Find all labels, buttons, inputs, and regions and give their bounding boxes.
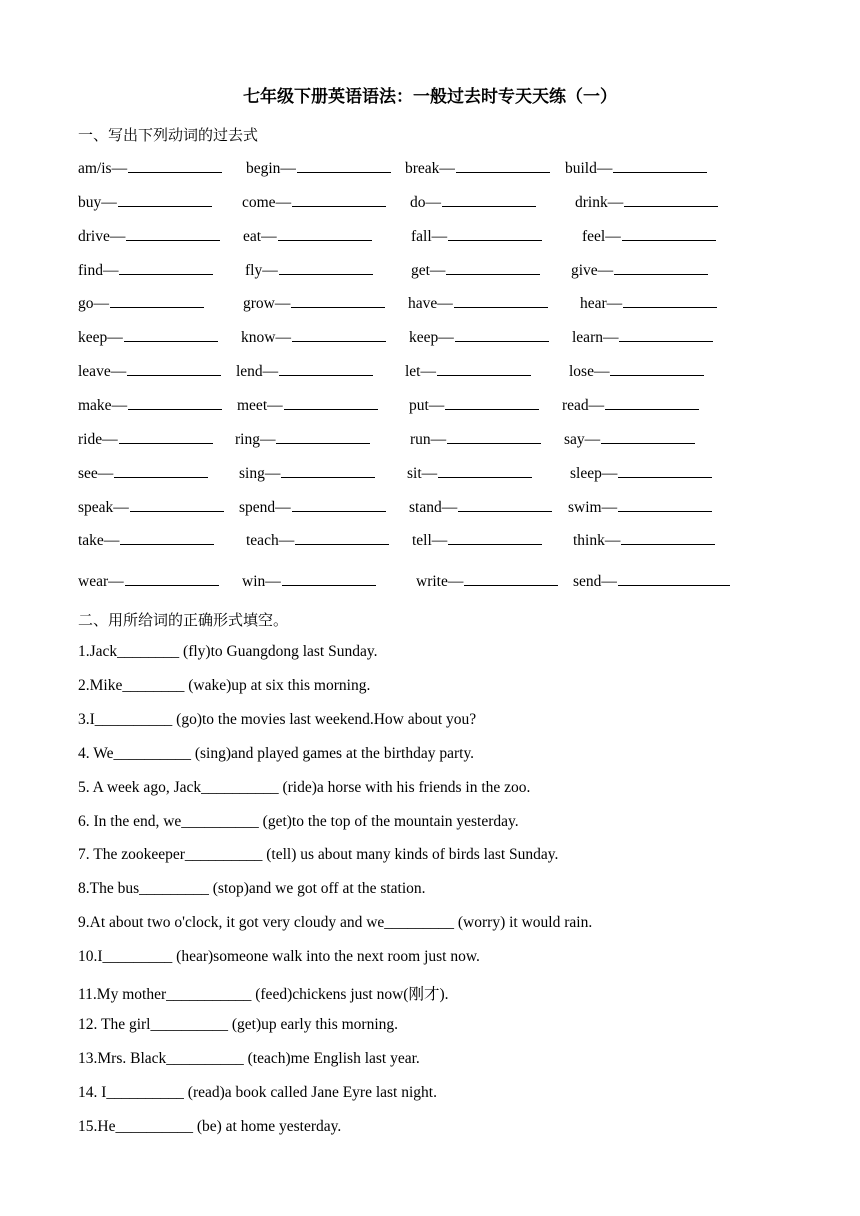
verb-row <box>0 497 860 521</box>
verb-label: sit— <box>407 465 438 482</box>
verb-row <box>0 158 860 182</box>
verb-label: speak— <box>78 499 129 516</box>
answer-blank[interactable] <box>292 192 386 207</box>
verb-item <box>416 571 558 591</box>
verb-label: teach— <box>246 532 295 549</box>
verb-label: drink— <box>575 194 624 211</box>
answer-blank[interactable] <box>130 497 224 512</box>
verb-item <box>246 158 391 178</box>
verb-item <box>573 530 715 550</box>
verb-row <box>0 395 860 419</box>
verb-item <box>235 429 370 449</box>
verb-label: hear— <box>580 295 623 312</box>
verb-item <box>78 571 219 591</box>
verb-item <box>409 497 552 517</box>
verb-row <box>0 260 860 284</box>
verb-label: find— <box>78 262 119 279</box>
answer-blank[interactable] <box>279 361 373 376</box>
verb-label: build— <box>565 160 613 177</box>
answer-blank[interactable] <box>295 530 389 545</box>
verb-item <box>78 530 214 550</box>
answer-blank[interactable] <box>437 361 531 376</box>
verb-label: feel— <box>582 228 621 245</box>
verb-item <box>245 260 373 280</box>
verb-item <box>575 192 718 212</box>
answer-blank[interactable] <box>454 293 548 308</box>
verb-item <box>239 463 375 483</box>
answer-blank[interactable] <box>292 327 386 342</box>
verb-row <box>0 327 860 351</box>
verb-label: ride— <box>78 431 118 448</box>
verb-item <box>571 260 708 280</box>
verb-item <box>78 497 224 517</box>
verb-item <box>78 158 222 178</box>
verb-label: lend— <box>236 363 279 380</box>
verb-item <box>562 395 699 415</box>
verb-item <box>565 158 707 178</box>
answer-blank[interactable] <box>624 192 718 207</box>
verb-row <box>0 226 860 250</box>
verb-label: drive— <box>78 228 126 245</box>
verb-label: go— <box>78 295 109 312</box>
verb-item <box>405 361 531 381</box>
verb-label: meet— <box>237 397 283 414</box>
verb-item <box>78 260 213 280</box>
answer-blank[interactable] <box>601 429 695 444</box>
verb-item <box>564 429 695 449</box>
verb-label: fly— <box>245 262 278 279</box>
verb-item <box>409 395 539 415</box>
verb-label: eat— <box>243 228 277 245</box>
question-item: 15.He__________ (be) at home yesterday. <box>78 1118 342 1135</box>
answer-blank[interactable] <box>613 158 707 173</box>
verb-item <box>242 571 376 591</box>
answer-blank[interactable] <box>456 158 550 173</box>
verb-item <box>78 361 221 381</box>
verb-label: see— <box>78 465 114 482</box>
verb-item <box>239 497 386 517</box>
answer-blank[interactable] <box>610 361 704 376</box>
verb-label: think— <box>573 532 621 549</box>
question-item: 11.My mother___________ (feed)chickens just now(刚才). <box>78 986 449 1003</box>
answer-blank[interactable] <box>446 260 540 275</box>
verb-item <box>78 192 212 212</box>
verb-label: learn— <box>572 329 619 346</box>
verb-label: make— <box>78 397 128 414</box>
answer-blank[interactable] <box>284 395 378 410</box>
answer-blank[interactable] <box>623 293 717 308</box>
answer-blank[interactable] <box>614 260 708 275</box>
verb-item <box>410 192 536 212</box>
verb-item <box>411 226 542 246</box>
verb-label: sing— <box>239 465 281 482</box>
verb-item <box>78 463 208 483</box>
verb-label: keep— <box>78 329 123 346</box>
answer-blank[interactable] <box>276 429 370 444</box>
question-item: 12. The girl__________ (get)up early this morning. <box>78 1016 398 1033</box>
answer-blank[interactable] <box>125 571 219 586</box>
answer-blank[interactable] <box>128 158 222 173</box>
verb-label: read— <box>562 397 605 414</box>
answer-blank[interactable] <box>447 429 541 444</box>
verb-item <box>411 260 540 280</box>
question-item: 6. In the end, we__________ (get)to the top of the mountain yesterday. <box>78 813 519 830</box>
verb-label: buy— <box>78 194 117 211</box>
verb-label: spend— <box>239 499 291 516</box>
verb-label: send— <box>573 573 617 590</box>
answer-blank[interactable] <box>442 192 536 207</box>
answer-blank[interactable] <box>618 571 730 586</box>
answer-blank[interactable] <box>120 530 214 545</box>
verb-item <box>569 361 704 381</box>
verb-item <box>408 293 548 313</box>
verb-row <box>0 530 860 554</box>
verb-item <box>580 293 717 313</box>
verb-label: put— <box>409 397 445 414</box>
verb-item <box>582 226 716 246</box>
answer-blank[interactable] <box>464 571 558 586</box>
question-item: 5. A week ago, Jack__________ (ride)a horse with his friends in the zoo. <box>78 779 531 796</box>
answer-blank[interactable] <box>622 226 716 241</box>
verb-item <box>242 192 386 212</box>
verb-label: sleep— <box>570 465 618 482</box>
answer-blank[interactable] <box>128 395 222 410</box>
verb-row <box>0 571 860 595</box>
verb-label: know— <box>241 329 291 346</box>
verb-item <box>243 226 372 246</box>
question-item: 8.The bus_________ (stop)and we got off at the station. <box>78 880 426 897</box>
verb-label: wear— <box>78 573 124 590</box>
answer-blank[interactable] <box>438 463 532 478</box>
verb-item <box>570 463 712 483</box>
verb-item <box>410 429 541 449</box>
verb-item <box>78 429 213 449</box>
verb-item <box>246 530 389 550</box>
answer-blank[interactable] <box>278 226 372 241</box>
verb-row <box>0 463 860 487</box>
answer-blank[interactable] <box>455 327 549 342</box>
answer-blank[interactable] <box>291 293 385 308</box>
verb-item <box>237 395 378 415</box>
answer-blank[interactable] <box>281 463 375 478</box>
answer-blank[interactable] <box>621 530 715 545</box>
section-2-heading: 二、用所给词的正确形式填空。 <box>78 611 289 629</box>
verb-label: win— <box>242 573 281 590</box>
verb-label: let— <box>405 363 436 380</box>
verb-item <box>241 327 386 347</box>
verb-label: leave— <box>78 363 127 380</box>
answer-blank[interactable] <box>114 463 208 478</box>
verb-label: fall— <box>411 228 448 245</box>
question-item: 14. I__________ (read)a book called Jane Eyre last night. <box>78 1084 437 1101</box>
answer-blank[interactable] <box>618 463 712 478</box>
question-item: 10.I_________ (hear)someone walk into the next room just now. <box>78 948 480 965</box>
page-title: 七年级下册英语语法：一般过去时专天天练（一） <box>243 87 617 107</box>
verb-label: begin— <box>246 160 296 177</box>
verb-item <box>409 327 549 347</box>
answer-blank[interactable] <box>279 260 373 275</box>
verb-label: take— <box>78 532 120 549</box>
verb-item <box>573 571 730 591</box>
verb-item <box>78 226 220 246</box>
answer-blank[interactable] <box>297 158 391 173</box>
question-item: 13.Mrs. Black__________ (teach)me English last year. <box>78 1050 420 1067</box>
verb-label: stand— <box>409 499 458 516</box>
verb-label: grow— <box>243 295 291 312</box>
verb-label: come— <box>242 194 292 211</box>
answer-blank[interactable] <box>119 260 213 275</box>
verb-item <box>78 395 222 415</box>
verb-row <box>0 429 860 453</box>
verb-item <box>243 293 385 313</box>
verb-label: write— <box>416 573 464 590</box>
verb-item <box>568 497 712 517</box>
verb-item <box>78 293 204 313</box>
verb-label: break— <box>405 160 455 177</box>
verb-label: run— <box>410 431 447 448</box>
verb-label: keep— <box>409 329 454 346</box>
verb-item <box>405 158 550 178</box>
verb-item <box>78 327 218 347</box>
verb-label: tell— <box>412 532 448 549</box>
question-item: 1.Jack________ (fly)to Guangdong last Sunday. <box>78 643 378 660</box>
answer-blank[interactable] <box>127 361 221 376</box>
question-item: 7. The zookeeper__________ (tell) us about many kinds of birds last Sunday. <box>78 846 559 863</box>
verb-item <box>572 327 713 347</box>
question-item: 3.I__________ (go)to the movies last weekend.How about you? <box>78 711 477 728</box>
answer-blank[interactable] <box>618 497 712 512</box>
verb-label: ring— <box>235 431 276 448</box>
verb-label: swim— <box>568 499 618 516</box>
answer-blank[interactable] <box>605 395 699 410</box>
question-item: 2.Mike________ (wake)up at six this morning. <box>78 677 371 694</box>
question-item: 9.At about two o'clock, it got very cloudy and we_________ (worry) it would rain. <box>78 914 593 931</box>
answer-blank[interactable] <box>458 497 552 512</box>
answer-blank[interactable] <box>448 530 542 545</box>
answer-blank[interactable] <box>445 395 539 410</box>
answer-blank[interactable] <box>292 497 386 512</box>
question-item: 4. We__________ (sing)and played games at the birthday party. <box>78 745 475 762</box>
answer-blank[interactable] <box>110 293 204 308</box>
verb-label: do— <box>410 194 441 211</box>
verb-label: get— <box>411 262 446 279</box>
verb-row <box>0 192 860 216</box>
answer-blank[interactable] <box>124 327 218 342</box>
answer-blank[interactable] <box>282 571 376 586</box>
verb-item <box>407 463 532 483</box>
verb-label: am/is— <box>78 160 128 177</box>
verb-item <box>236 361 373 381</box>
verb-label: give— <box>571 262 614 279</box>
answer-blank[interactable] <box>126 226 220 241</box>
verb-label: have— <box>408 295 453 312</box>
verb-label: say— <box>564 431 601 448</box>
answer-blank[interactable] <box>118 192 212 207</box>
section-1-heading: 一、写出下列动词的过去式 <box>78 126 259 144</box>
answer-blank[interactable] <box>619 327 713 342</box>
answer-blank[interactable] <box>119 429 213 444</box>
verb-row <box>0 293 860 317</box>
verb-label: lose— <box>569 363 610 380</box>
verb-item <box>412 530 542 550</box>
verb-row <box>0 361 860 385</box>
answer-blank[interactable] <box>448 226 542 241</box>
